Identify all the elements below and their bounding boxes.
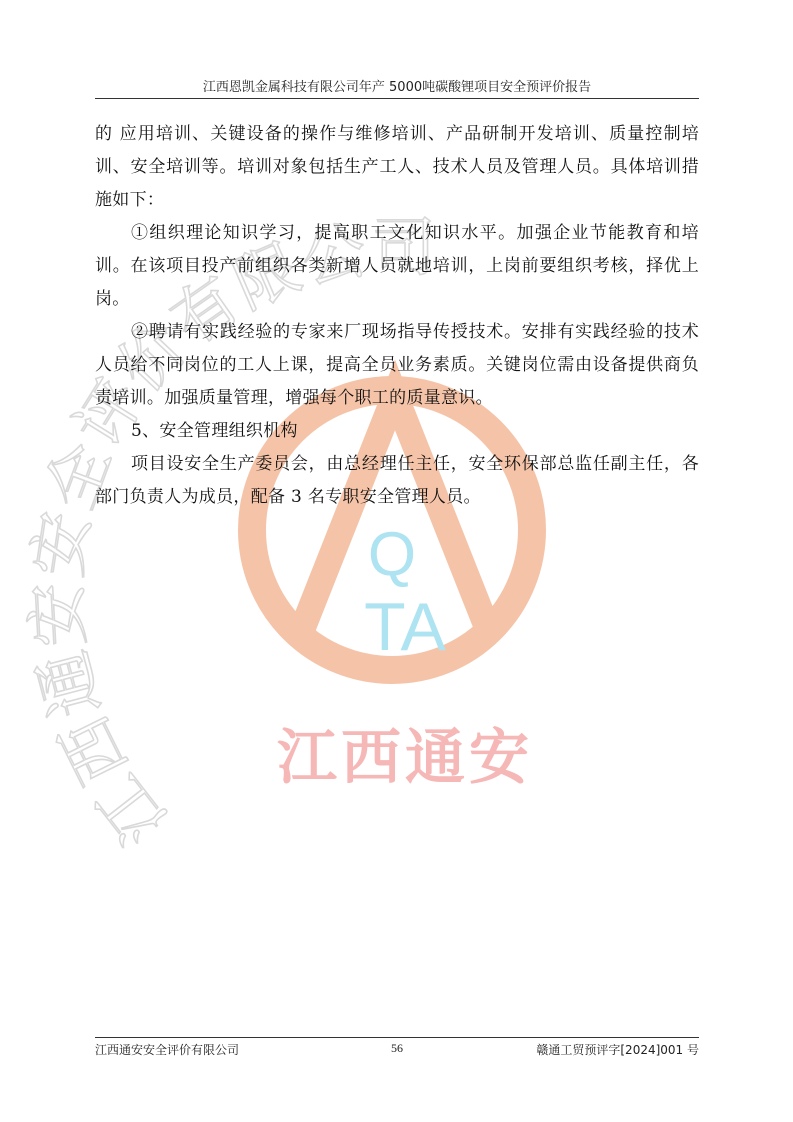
- page-number: 56: [391, 1041, 403, 1055]
- watermark-letter-q: Q: [367, 520, 417, 589]
- footer-report-code: 赣通工贸预评字[2024]001 号: [536, 1043, 699, 1057]
- body-content: [95, 118, 699, 514]
- watermark-stamp-text: 江西通安: [277, 723, 533, 793]
- paragraph-measure-2: ②聘请有实践经验的专家来厂现场指导传授技术。安排有实践经验的技术人员给不同岗位的工人上课，提高全员业务素质。关键岗位需由设备提供商负责培训。加强质量管理，增强每个职工的质量意识。: [95, 322, 699, 408]
- page-header: 江西恩凯金属科技有限公司年产 5000吨碳酸锂项目安全预评价报告: [202, 80, 592, 95]
- paragraph-measure-1: ①组织理论知识学习，提高职工文化知识水平。加强企业节能教育和培训。在该项目投产前组织各类新增人员就地培训，上岗前要组织考核，择优上岗。: [95, 223, 699, 309]
- section-heading: 5、安全管理组织机构: [131, 421, 298, 441]
- paragraph-organization: 项目设安全生产委员会，由总经理任主任，安全环保部总监任副主任，各部门负责人为成员，配备 3 名专职安全管理人员。: [95, 454, 699, 507]
- header-divider: [95, 98, 699, 99]
- footer-divider: [95, 1037, 699, 1038]
- footer-company: 江西通安安全评价有限公司: [95, 1043, 240, 1057]
- watermark-letters-ta: TA: [364, 589, 446, 665]
- paragraph-training-intro: 的 应用培训、关键设备的操作与维修培训、产品研制开发培训、质量控制培训、安全培训等。培训对象包括生产工人、技术人员及管理人员。具体培训措施如下：: [95, 124, 699, 210]
- watermark-arc-textpath: 江西通安安全评价有限公司: [20, 211, 438, 857]
